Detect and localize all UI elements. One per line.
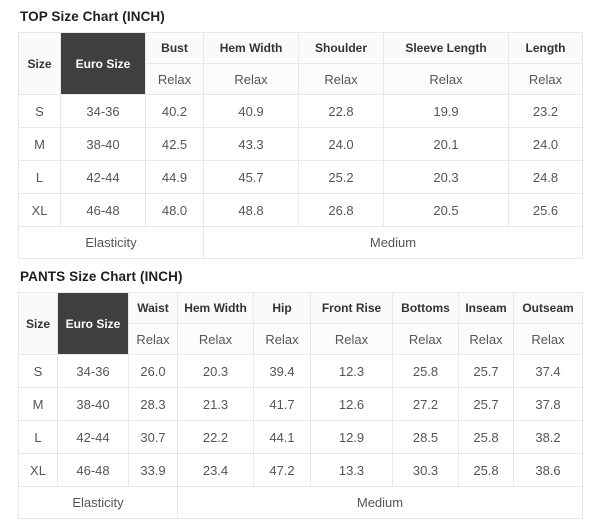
size-row <box>19 388 583 421</box>
measurement-cell: 25.7 <box>459 355 514 388</box>
fit-label-cell: Relax <box>311 324 393 355</box>
measurement-cell: 22.2 <box>178 421 254 454</box>
measurement-cell: 26.0 <box>129 355 178 388</box>
measurement-cell: 39.4 <box>254 355 311 388</box>
size-column-header: Size <box>19 293 58 355</box>
size-cell: L <box>19 161 61 194</box>
fit-label-cell: Relax <box>129 324 178 355</box>
measurement-cell: 25.2 <box>299 161 384 194</box>
measurement-cell: 30.3 <box>393 454 459 487</box>
header-row <box>19 293 583 324</box>
measurement-cell: 13.3 <box>311 454 393 487</box>
measure-column-header: Outseam <box>514 293 583 324</box>
measurement-cell: 37.8 <box>514 388 583 421</box>
measurement-cell: 20.1 <box>384 128 509 161</box>
measurement-cell: 25.6 <box>509 194 583 227</box>
size-row <box>19 95 583 128</box>
measurement-cell: 21.3 <box>178 388 254 421</box>
measurement-cell: 37.4 <box>514 355 583 388</box>
size-row <box>19 454 583 487</box>
euro-size-cell: 42-44 <box>58 421 129 454</box>
size-row <box>19 128 583 161</box>
measurement-cell: 28.5 <box>393 421 459 454</box>
fit-label-cell: Relax <box>509 64 583 95</box>
euro-size-cell: 34-36 <box>58 355 129 388</box>
measurement-cell: 23.2 <box>509 95 583 128</box>
measurement-cell: 25.7 <box>459 388 514 421</box>
pants-size-chart-table <box>18 292 583 519</box>
measure-column-header: Bottoms <box>393 293 459 324</box>
size-cell: M <box>19 388 58 421</box>
fit-label-cell: Relax <box>146 64 204 95</box>
size-column-header: Size <box>19 33 61 95</box>
measure-column-header: Sleeve Length <box>384 33 509 64</box>
measurement-cell: 12.9 <box>311 421 393 454</box>
elasticity-row <box>19 487 583 519</box>
measurement-cell: 38.6 <box>514 454 583 487</box>
measure-column-header: Waist <box>129 293 178 324</box>
pants-size-chart-title: PANTS Size Chart (INCH) <box>20 269 183 284</box>
measurement-cell: 25.8 <box>459 454 514 487</box>
euro-size-cell: 34-36 <box>61 95 146 128</box>
measurement-cell: 19.9 <box>384 95 509 128</box>
measurement-cell: 24.0 <box>299 128 384 161</box>
elasticity-value: Medium <box>204 227 583 259</box>
size-cell: XL <box>19 194 61 227</box>
measure-column-header: Inseam <box>459 293 514 324</box>
measurement-cell: 12.3 <box>311 355 393 388</box>
measurement-cell: 25.8 <box>459 421 514 454</box>
euro-size-cell: 46-48 <box>61 194 146 227</box>
measurement-cell: 20.3 <box>384 161 509 194</box>
measurement-cell: 40.9 <box>204 95 299 128</box>
measurement-cell: 47.2 <box>254 454 311 487</box>
measure-column-header: Hem Width <box>178 293 254 324</box>
measurement-cell: 22.8 <box>299 95 384 128</box>
elasticity-value: Medium <box>178 487 583 519</box>
measurement-cell: 38.2 <box>514 421 583 454</box>
measurement-cell: 27.2 <box>393 388 459 421</box>
measurement-cell: 40.2 <box>146 95 204 128</box>
euro-size-column-header: Euro Size <box>58 293 129 355</box>
measure-column-header: Front Rise <box>311 293 393 324</box>
measurement-cell: 26.8 <box>299 194 384 227</box>
elasticity-label: Elasticity <box>19 227 204 259</box>
measurement-cell: 30.7 <box>129 421 178 454</box>
measurement-cell: 42.5 <box>146 128 204 161</box>
measurement-cell: 20.5 <box>384 194 509 227</box>
size-row <box>19 194 583 227</box>
measurement-cell: 28.3 <box>129 388 178 421</box>
measurement-cell: 45.7 <box>204 161 299 194</box>
measurement-cell: 44.9 <box>146 161 204 194</box>
size-cell: S <box>19 95 61 128</box>
measurement-cell: 33.9 <box>129 454 178 487</box>
euro-size-cell: 42-44 <box>61 161 146 194</box>
measurement-cell: 20.3 <box>178 355 254 388</box>
measurement-cell: 25.8 <box>393 355 459 388</box>
size-row <box>19 355 583 388</box>
fit-label-cell: Relax <box>384 64 509 95</box>
measurement-cell: 24.8 <box>509 161 583 194</box>
measure-column-header: Bust <box>146 33 204 64</box>
measurement-cell: 23.4 <box>178 454 254 487</box>
euro-size-column-header: Euro Size <box>61 33 146 95</box>
top-size-chart-title: TOP Size Chart (INCH) <box>20 9 165 24</box>
measure-column-header: Shoulder <box>299 33 384 64</box>
measurement-cell: 24.0 <box>509 128 583 161</box>
euro-size-cell: 38-40 <box>61 128 146 161</box>
size-row <box>19 421 583 454</box>
size-cell: S <box>19 355 58 388</box>
header-row <box>19 33 583 64</box>
fit-label-cell: Relax <box>299 64 384 95</box>
measurement-cell: 44.1 <box>254 421 311 454</box>
measure-column-header: Hip <box>254 293 311 324</box>
measure-column-header: Hem Width <box>204 33 299 64</box>
measure-column-header: Length <box>509 33 583 64</box>
fit-label-cell: Relax <box>514 324 583 355</box>
size-cell: XL <box>19 454 58 487</box>
top-size-chart-section <box>18 0 600 259</box>
elasticity-row <box>19 227 583 259</box>
measurement-cell: 12.6 <box>311 388 393 421</box>
top-size-chart-table <box>18 32 583 259</box>
euro-size-cell: 46-48 <box>58 454 129 487</box>
euro-size-cell: 38-40 <box>58 388 129 421</box>
measurement-cell: 43.3 <box>204 128 299 161</box>
elasticity-label: Elasticity <box>19 487 178 519</box>
measurement-cell: 48.8 <box>204 194 299 227</box>
measurement-cell: 41.7 <box>254 388 311 421</box>
measurement-cell: 48.0 <box>146 194 204 227</box>
fit-label-cell: Relax <box>204 64 299 95</box>
fit-label-cell: Relax <box>254 324 311 355</box>
fit-label-cell: Relax <box>393 324 459 355</box>
size-row <box>19 161 583 194</box>
fit-label-cell: Relax <box>178 324 254 355</box>
size-cell: M <box>19 128 61 161</box>
fit-label-cell: Relax <box>459 324 514 355</box>
size-cell: L <box>19 421 58 454</box>
pants-size-chart-section <box>18 260 600 519</box>
